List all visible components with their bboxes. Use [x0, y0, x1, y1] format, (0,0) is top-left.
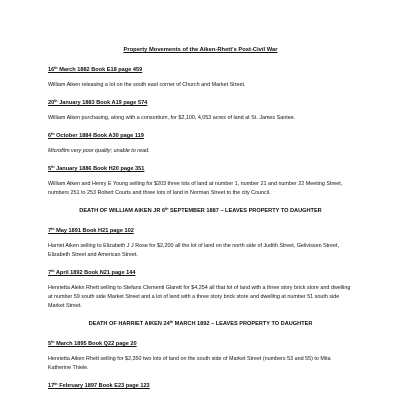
entry-body: Microfilm very poor quality; unable to read.: [48, 148, 150, 154]
entry-body: Henrietta Alekn Rhett selling to Stefans Clementi Glarett for $4,254 all that lot of land with a three story brick store and dwelling at number 59 south side Market Street and a lot of land with a three story brick store and dwelling at number 51 south side Market Street.: [48, 285, 351, 309]
entry-body: William Aiken and Henry E Young selling for $203 three lots of land at number 1, number 21 and number 22 Meeting Street, numbers 251 to 253 Robert Courts and three lots of land in Norman Street to the city Council.: [48, 181, 343, 196]
section-heading: DEATH OF HARRIET AIKEN 24th MARCH 1892 – LEAVES PROPERTY TO DAUGHTER: [88, 320, 313, 327]
document-title: Property Movements of the Aiken-Rhett’s Post-Civil War: [123, 47, 278, 53]
entry-heading: 6th October 1884 Book A30 page 119: [48, 132, 144, 139]
entry-heading: 5th March 1895 Book Q22 page 20: [48, 340, 137, 347]
entry-heading: 16th March 1882 Book E18 page 459: [48, 66, 143, 73]
entry-heading: 17th February 1897 Book E23 page 123: [48, 382, 150, 389]
entry-heading: 5th January 1886 Book H20 page 351: [48, 165, 145, 172]
entry-heading: 20th January 1883 Book A19 page 574: [48, 99, 148, 106]
entry-heading: 7th May 1891 Book H21 page 102: [48, 227, 134, 234]
entry-body: William Aiken purchasing, along with a consortium, for $2,100, 4,053 acres of land at St. James Santee.: [48, 115, 296, 121]
entry-body: Henrietta Aiken Rhett selling for $2,350 two lots of land on the south side of Market Street (numbers 53 and 55) to Mita Katherine Thiele.: [48, 356, 331, 371]
entry-heading: 7th April 1892 Book N21 page 144: [48, 269, 136, 276]
entry-body: William Aiken releasing a lot on the south east corner of Church and Market Street.: [48, 82, 246, 88]
entry-body: Harriet Aiken selling to Elizabeth J J Rose for $2,200 all the lot of land on the north side of Judith Street, Gelivissen Street, Elizabeth Street and American Street.: [48, 243, 339, 258]
section-heading: DEATH OF WILLIAM AIKEN JR 6th SEPTEMBER 1887 – LEAVES PROPERTY TO DAUGHTER: [79, 207, 322, 214]
